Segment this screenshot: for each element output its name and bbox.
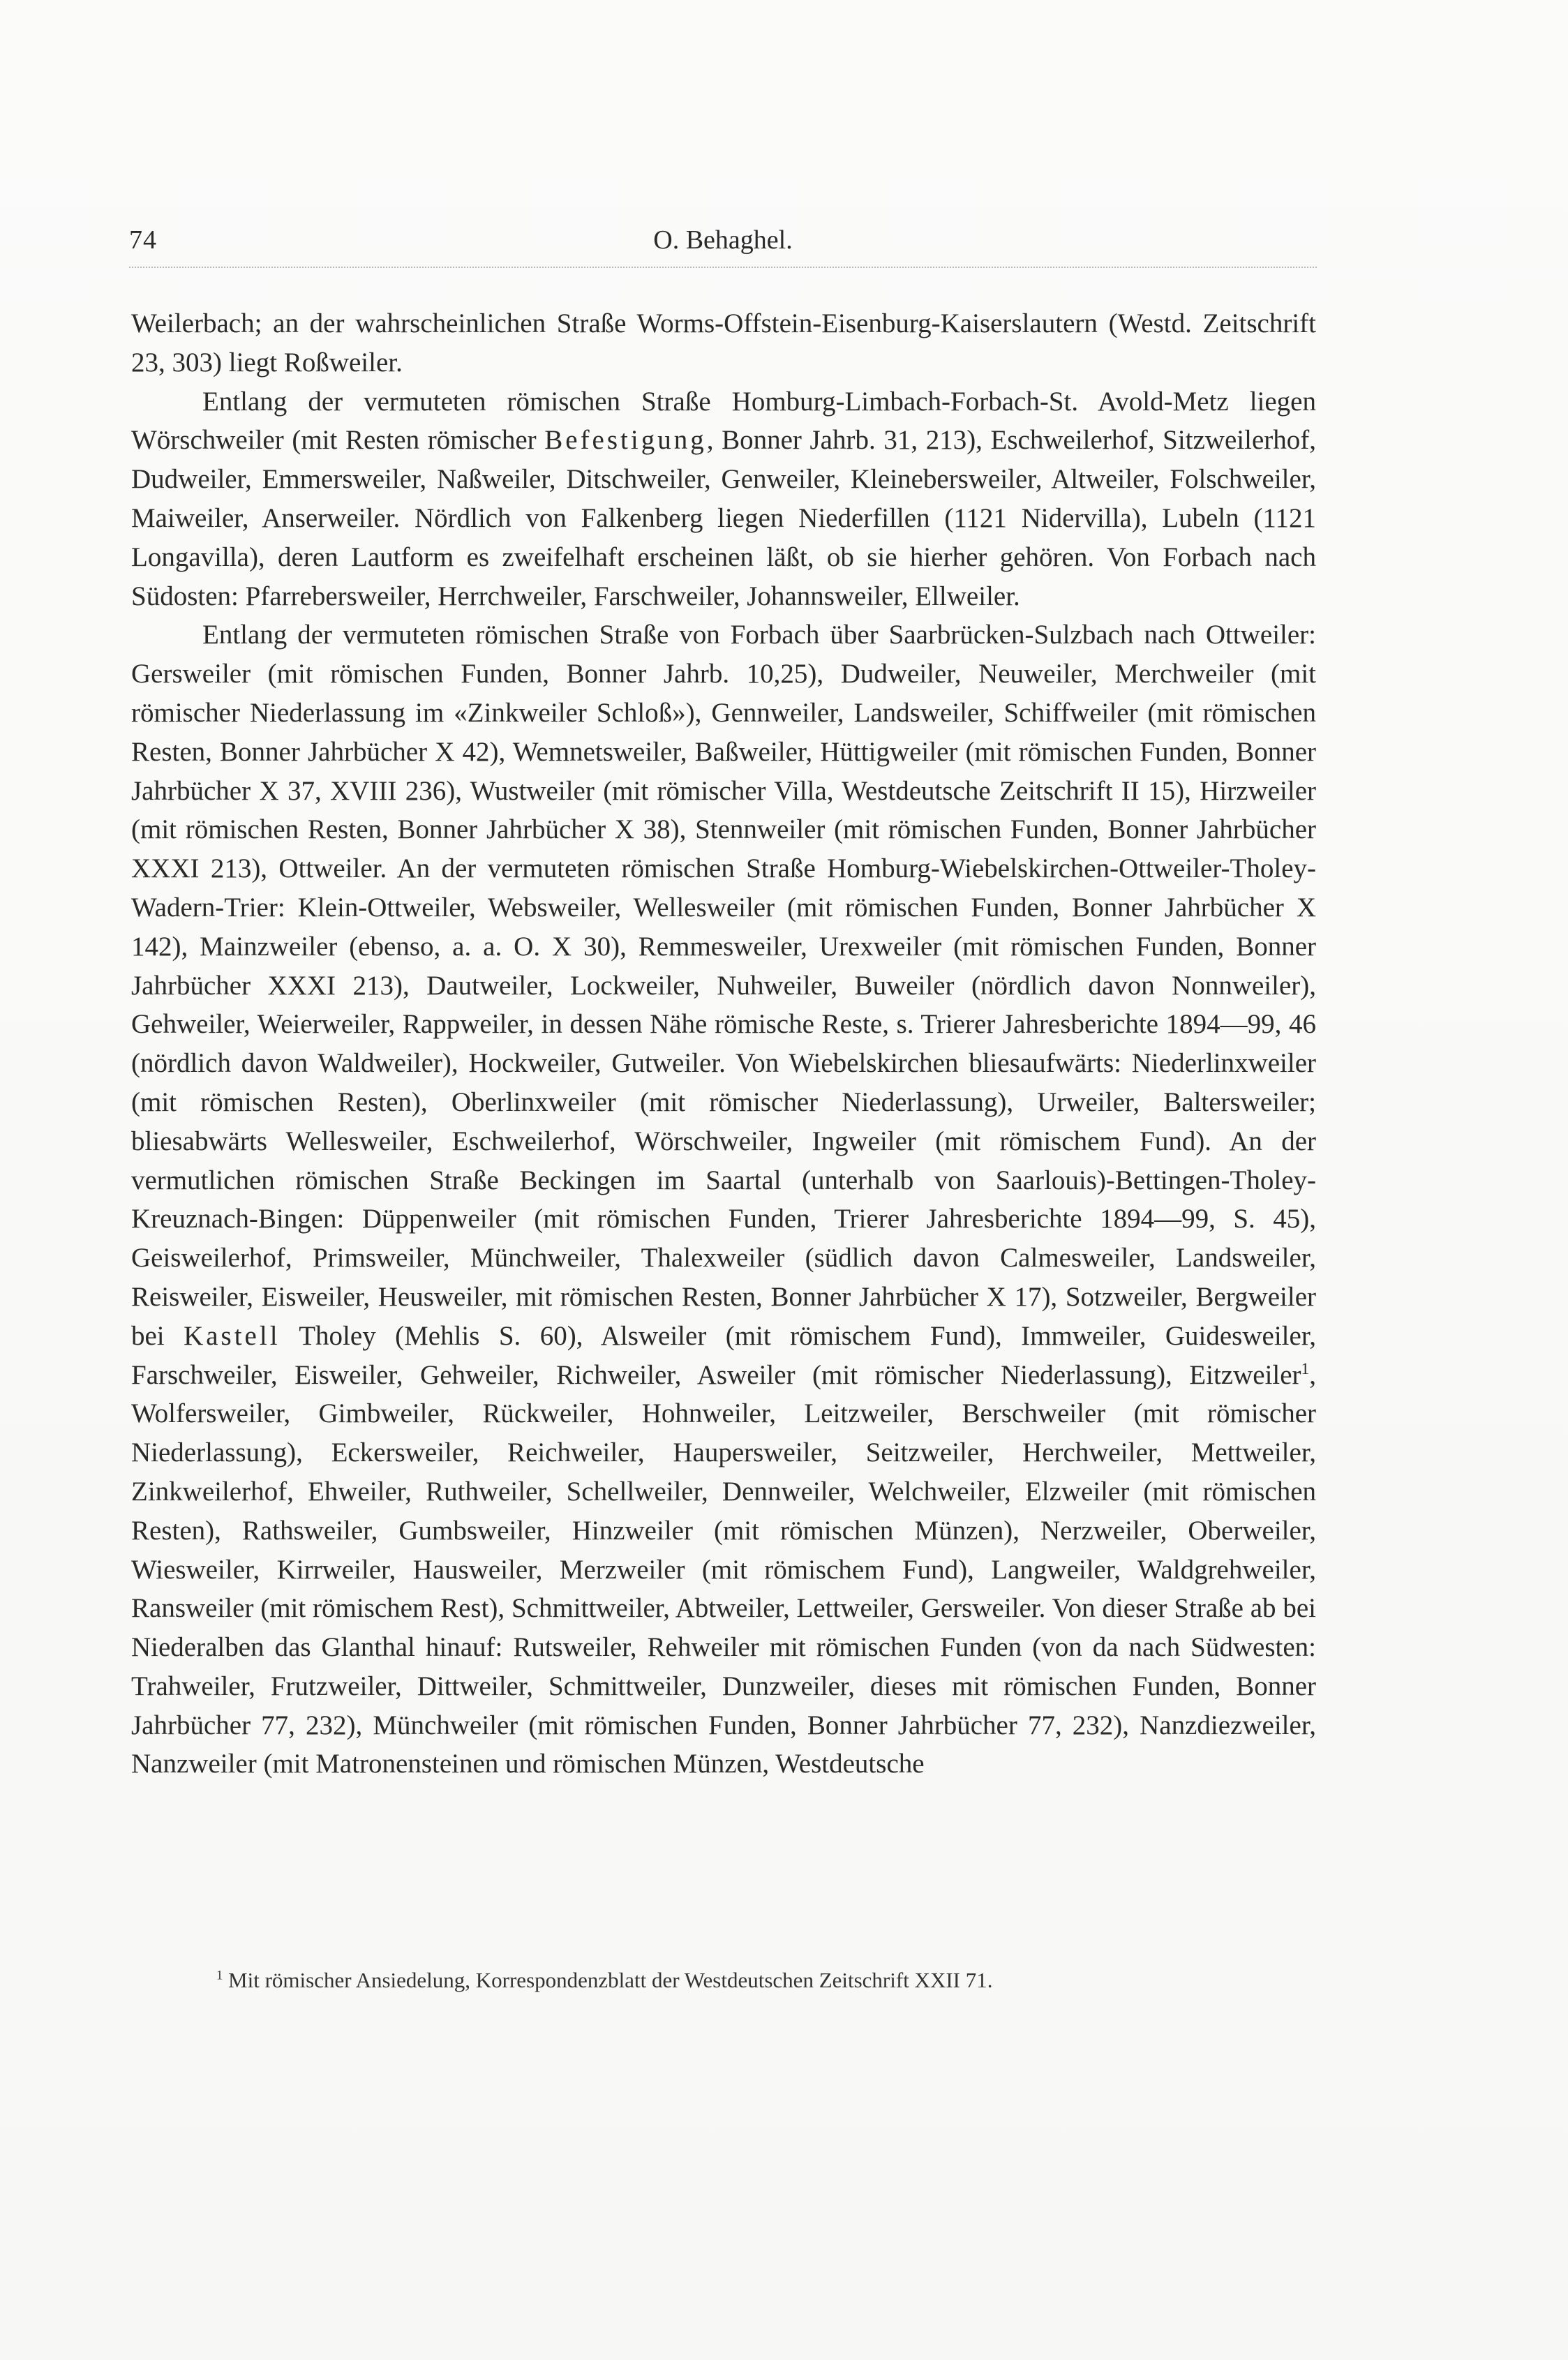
spaced-emphasis: Kastell bbox=[184, 1320, 281, 1351]
body-text bbox=[131, 304, 1316, 1784]
footnote-reference[interactable]: 1 bbox=[1301, 1359, 1310, 1378]
page-header bbox=[129, 225, 1317, 267]
footnote bbox=[216, 1966, 1312, 1994]
page-number: 74 bbox=[129, 225, 157, 255]
running-head: O. Behaghel. bbox=[653, 225, 793, 255]
spaced-emphasis: Befestigung bbox=[544, 425, 707, 456]
paragraph-3: Entlang der vermuteten römischen Straße von Forbach über Saarbrücken-Sulzbach nach Ottweiler: Gersweiler (mit römischen Funden, Bonner Jahrb. 10,25), Dudweiler, Neuweiler, Merchweiler (mit römischer Niederlassung im «Zinkweiler Schloß»), Gennweiler, Landsweiler, Schiffweiler (mit römischen Resten, Bonner Jahrbücher X 42), Wemnetsweiler, Baßweiler, Hüttigweiler (mit römischen Funden, Bonner Jahrbücher X 37, XVIII 236), Wustweiler (mit römischer Villa, Westdeutsche Zeitschrift II 15), Hirzweiler (mit römischen Resten, Bonner Jahrbücher X 38), Stennweiler (mit römischen Funden, Bonner Jahrbücher XXXI 213), Ottweiler. An der vermuteten römischen Straße Homburg-Wiebelskirchen-Ottweiler-Tholey-Wadern-Trier: Klein-Ottweiler, Websweiler, Wellesweiler (mit römischen Funden, Bonner Jahrbücher X 142), Mainzweiler (ebenso, a. a. O. X 30), Remmesweiler, Urexweiler (mit römischen Funden, Bonner Jahrbücher XXXI 213), Dautweiler, Lockweiler, Nuhweiler, Buweiler (nördlich davon Nonnweiler), Gehweiler, Weierweiler, Rappweiler, in dessen Nähe römische Reste, s. Trierer Jahresberichte 1894—99, 46 (nördlich davon Waldweiler), Hockweiler, Gutweiler. Von Wiebelskirchen bliesaufwärts: Niederlinxweiler (mit römischen Resten), Oberlinxweiler (mit römischer Niederlassung), Urweiler, Baltersweiler; bliesabwärts Wellesweiler, Eschweilerhof, Wörschweiler, Ingweiler (mit römischem Fund). An der vermutlichen römischen Straße Beckingen im Saartal (unterhalb von Saarlouis)-Bettingen-Tholey-Kreuznach-Bingen: Düppenweiler (mit römischen Funden, Trierer Jahresberichte 1894—99, S. 45), Geisweilerhof, Primsweiler, Münchweiler, Thalexweiler (südlich davon Calmesweiler, Landsweiler, Reisweiler, Eisweiler, Heusweiler, mit römischen Resten, Bonner Jahrbücher X 17), Sotzweiler, Bergweiler bei Kastell Tholey (Mehlis S. 60), Alsweiler (mit römischem Fund), Immweiler, Guidesweiler, Farschweiler, Eisweiler, Gehweiler, Richweiler, Asweiler (mit römischer Niederlassung), Eitzweiler$^1$, Wolfersweiler, Gimbweiler, Rückweiler, Hohnweiler, Leitzweiler, Berschweiler (mit römischer Niederlassung), Eckersweiler, Reichweiler, Haupersweiler, Seitzweiler, Herchweiler, Mettweiler, Zinkweilerhof, Ehweiler, Ruthweiler, Schellweiler, Dennweiler, Welchweiler, Elzweiler (mit römischen Resten), Rathsweiler, Gumbsweiler, Hinzweiler (mit römischen Münzen), Nerzweiler, Oberweiler, Wiesweiler, Kirrweiler, Hausweiler, Merzweiler (mit römischem Fund), Langweiler, Waldgrehweiler, Ransweiler (mit römischem Rest), Schmittweiler, Abtweiler, Lettweiler, Gersweiler. Von dieser Straße ab bei Niederalben das Glanthal hinauf: Rutsweiler, Rehweiler mit römischen Funden (von da nach Südwesten: Trahweiler, Frutzweiler, Dittweiler, Schmittweiler, Dunzweiler, dieses mit römischen Funden, Bonner Jahrbücher 77, 232), Münchweiler (mit römischen Funden, Bonner Jahrbücher 77, 232), Nanzdiezweiler, Nanzweiler (mit Matronensteinen und römischen Münzen, Westdeutsche bbox=[131, 620, 1316, 1779]
footnote-text: Mit römischer Ansiedelung, Korrespondenzblatt der Westdeutschen Zeitschrift XXII 71. bbox=[228, 1968, 993, 1992]
footnote-marker: 1 bbox=[216, 1968, 223, 1983]
paragraph-1: Weilerbach; an der wahrscheinlichen Straße Worms-Offstein-Eisenburg-Kaiserslautern (Westd. Zeitschrift 23, 303) liegt Roßweiler. bbox=[131, 308, 1316, 378]
paragraph-2: Entlang der vermuteten römischen Straße Homburg-Limbach-Forbach-St. Avold-Metz liegen Wörschweiler (mit Resten römischer Befestigung, Bonner Jahrb. 31, 213), Eschweilerhof, Sitzweilerhof, Dudweiler, Emmersweiler, Naßweiler, Ditschweiler, Genweiler, Kleinebersweiler, Altweiler, Folschweiler, Maiweiler, Anserweiler. Nördlich von Falkenberg liegen Niederfillen (1121 Nidervilla), Lubeln (1121 Longavilla), deren Lautform es zweifelhaft erscheinen läßt, ob sie hierher gehören. Von Forbach nach Südosten: Pfarrebersweiler, Herrchweiler, Farschweiler, Johannsweiler, Ellweiler. bbox=[131, 386, 1316, 611]
header-rule bbox=[129, 267, 1317, 268]
